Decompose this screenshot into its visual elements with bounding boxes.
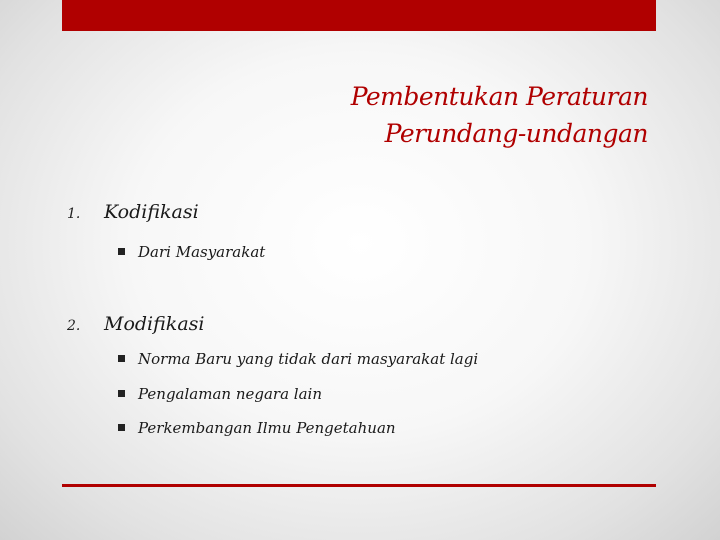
square-bullet-icon [118, 390, 125, 397]
sub-item [118, 243, 265, 261]
square-bullet-icon [118, 355, 125, 362]
sub-item-text: Pengalaman negara lain [138, 385, 322, 403]
sub-item [118, 350, 478, 368]
sub-item-text: Perkembangan Ilmu Pengetahuan [138, 419, 396, 437]
title-line-1: Pembentukan Peraturan [350, 82, 648, 111]
item-number-1: 1. [67, 206, 81, 222]
sub-item [118, 419, 396, 437]
bottom-accent-rule [62, 484, 656, 487]
item-heading-modifikasi: Modifikasi [104, 313, 205, 335]
square-bullet-icon [118, 424, 125, 431]
title-line-2: Perundang-undangan [384, 119, 648, 148]
sub-item-text: Dari Masyarakat [138, 243, 266, 261]
sub-item-text: Norma Baru yang tidak dari masyarakat lagi [138, 350, 479, 368]
square-bullet-icon [118, 248, 125, 255]
item-heading-kodifikasi: Kodifikasi [104, 201, 199, 223]
sub-item [118, 385, 322, 403]
item-number-2: 2. [67, 318, 81, 334]
